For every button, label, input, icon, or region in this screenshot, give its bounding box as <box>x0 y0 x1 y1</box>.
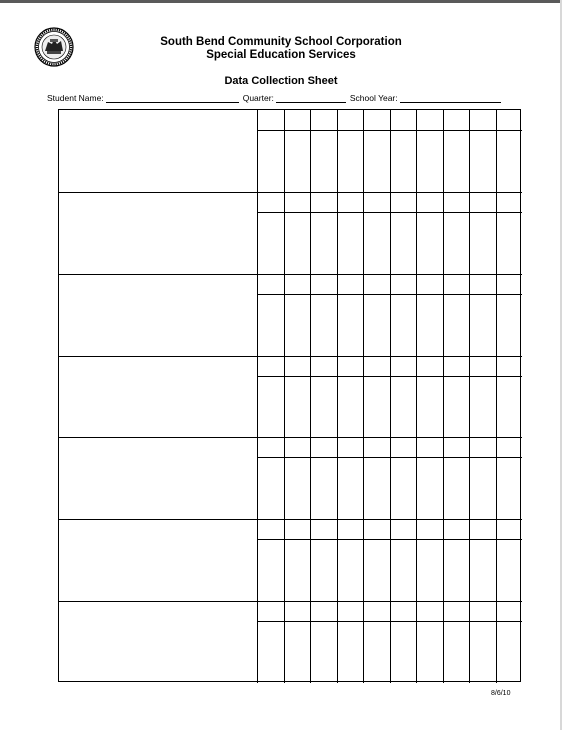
organization-name: South Bend Community School Corporation <box>160 36 402 48</box>
student-info-fields <box>47 93 527 103</box>
grid-lines <box>59 110 522 683</box>
quarter-blank[interactable] <box>276 93 346 103</box>
department-name: Special Education Services <box>206 49 356 61</box>
window-top-border <box>0 0 562 3</box>
quarter-label: Quarter: <box>242 93 274 103</box>
sheet-title: Data Collection Sheet <box>224 75 338 87</box>
data-collection-grid <box>58 109 521 682</box>
school-year-label: School Year: <box>349 93 398 103</box>
student-name-blank[interactable] <box>106 93 239 103</box>
school-year-blank[interactable] <box>400 93 501 103</box>
revision-date: 8/6/10 <box>491 690 511 697</box>
student-name-label: Student Name: <box>47 93 104 103</box>
